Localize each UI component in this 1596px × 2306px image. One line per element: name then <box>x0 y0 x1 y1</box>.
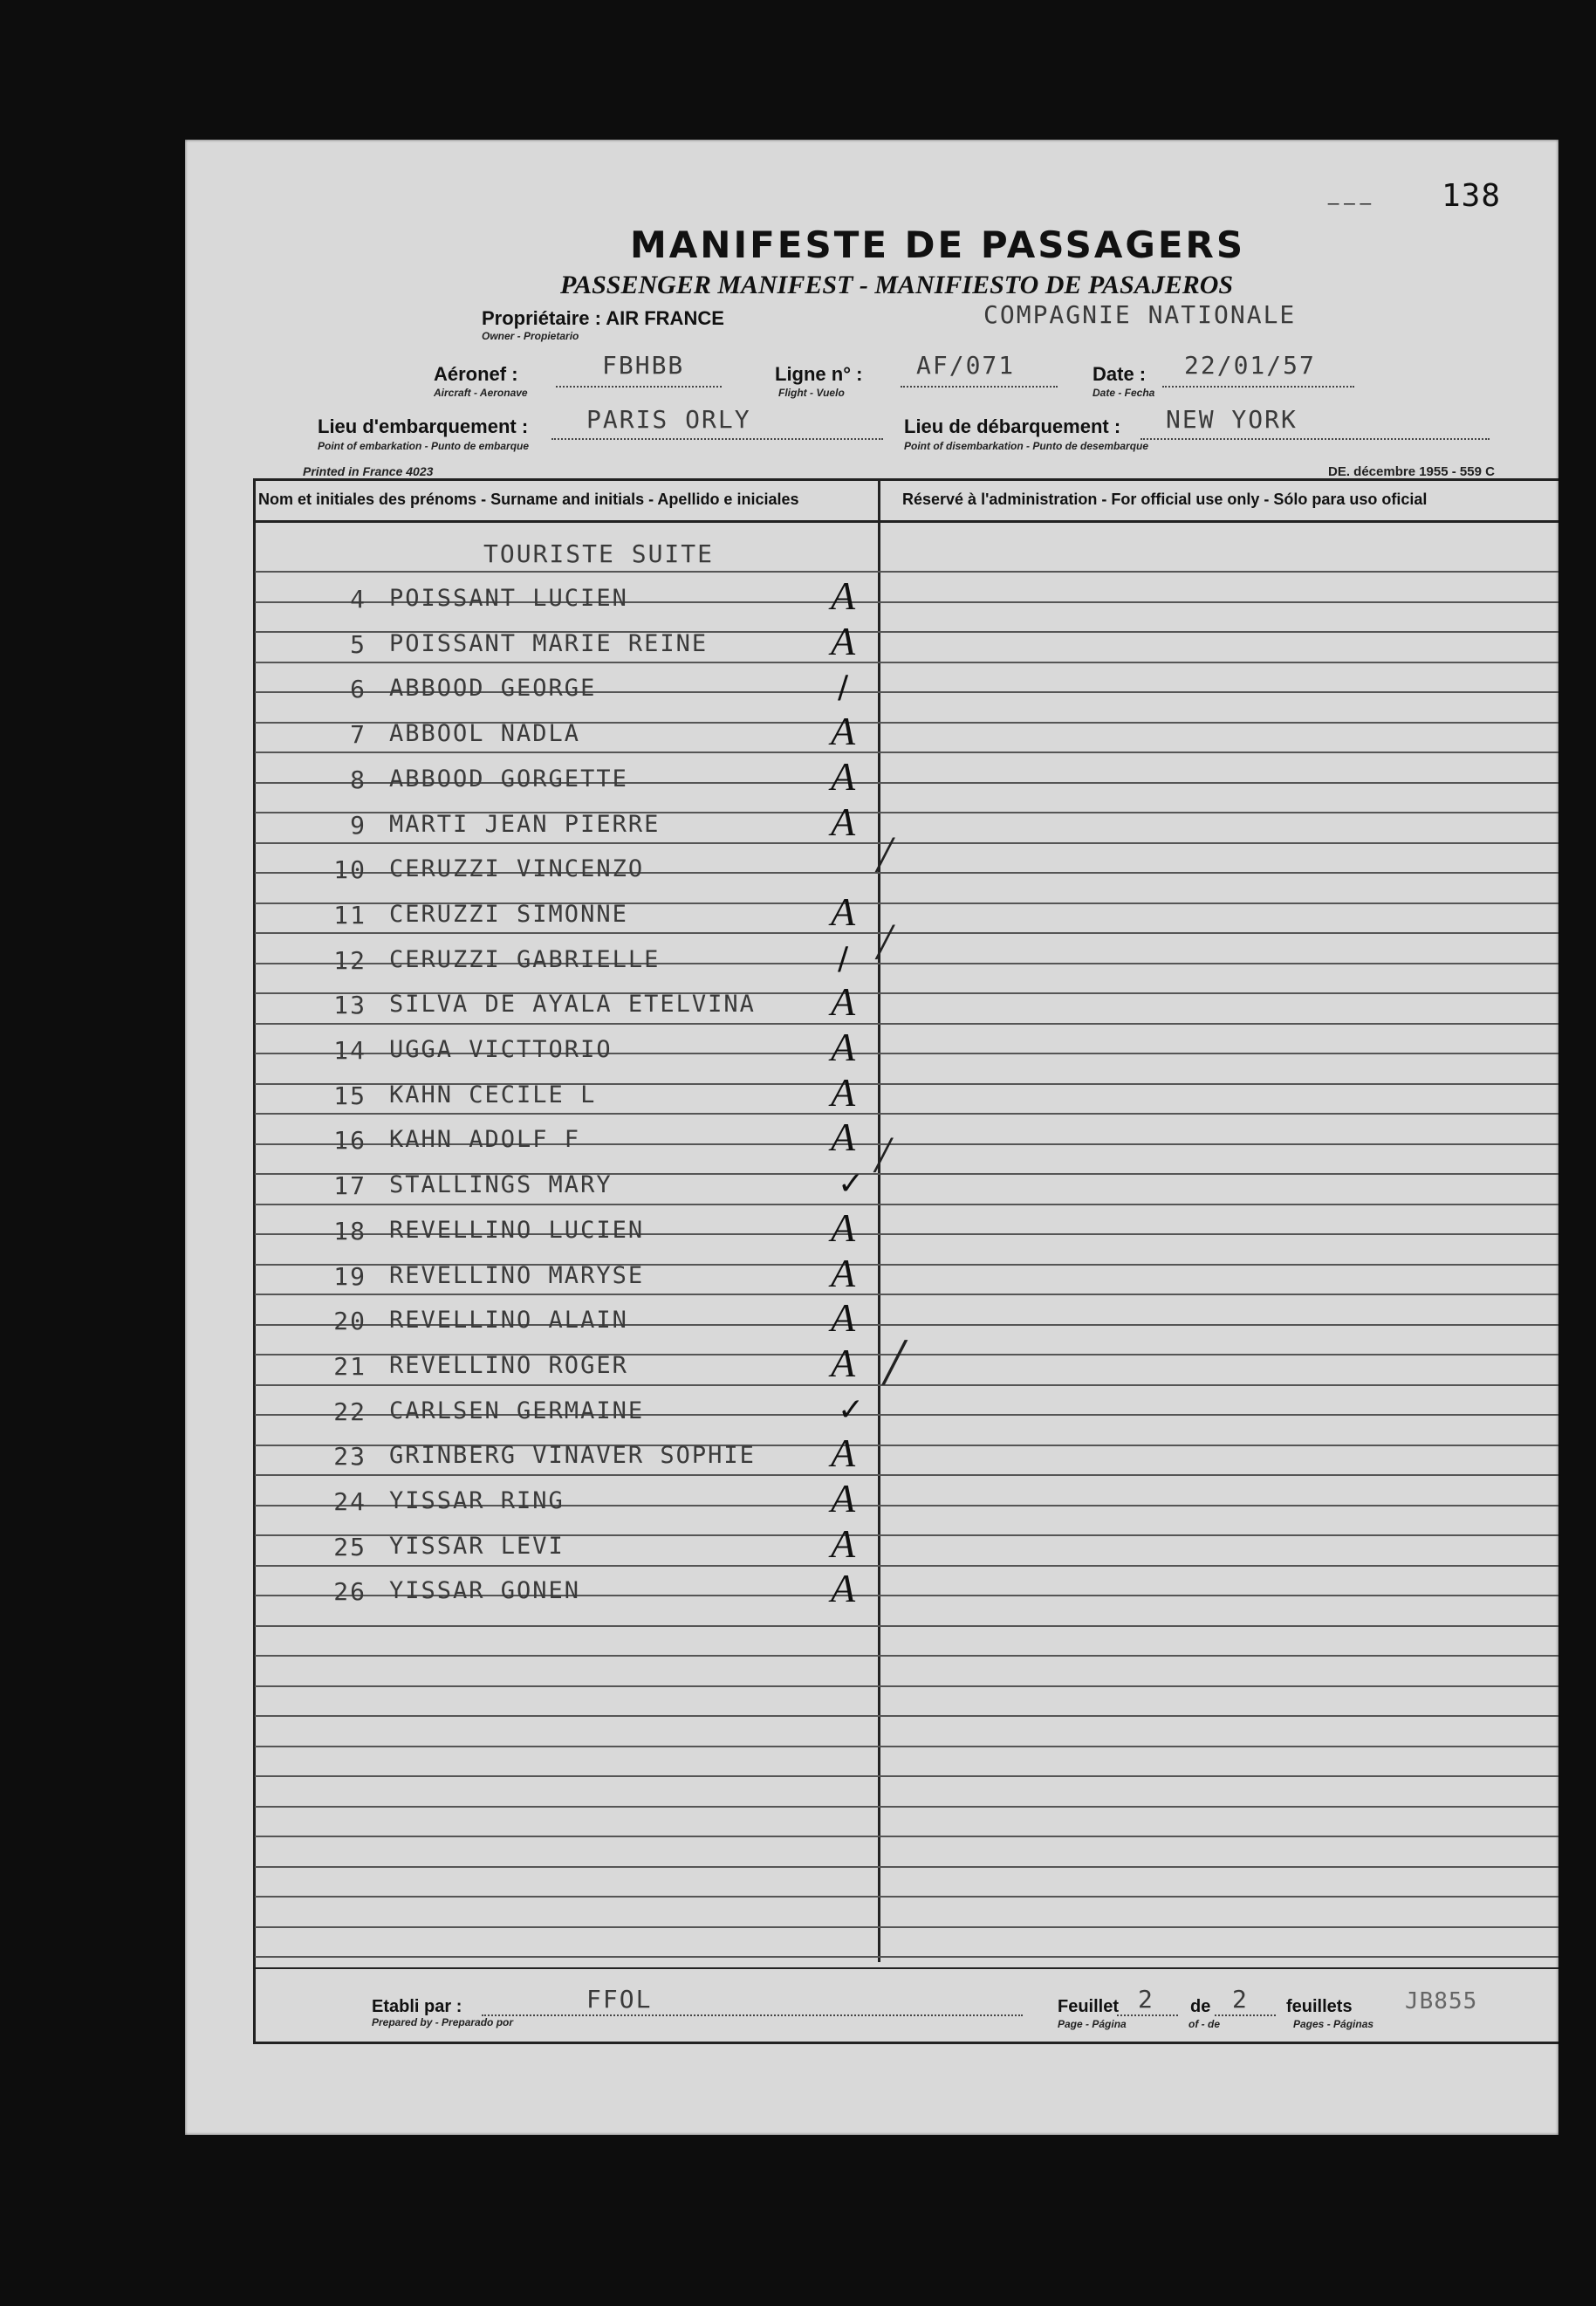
ruled-line <box>255 1926 1558 1928</box>
of-label: de <box>1190 1997 1211 2016</box>
passenger-number: 6 <box>350 675 366 704</box>
prepared-line <box>482 2014 1023 2016</box>
handwritten-a-mark: A <box>831 618 856 663</box>
ruled-line <box>255 932 1558 934</box>
passenger-number: 9 <box>350 810 366 840</box>
flight-line <box>901 386 1058 388</box>
ruled-line <box>255 520 1558 523</box>
passenger-number: 12 <box>333 945 366 975</box>
sheets-sub-1: Page - Página <box>1058 2018 1127 2030</box>
handwritten-a-mark: A <box>831 573 856 618</box>
section-title: TOURISTE SUITE <box>483 539 715 568</box>
ruled-line <box>255 1655 1558 1657</box>
date-value: 22/01/57 <box>1184 351 1316 380</box>
embark-value: PARIS ORLY <box>586 405 751 434</box>
handwritten-a-mark: A <box>831 1025 856 1069</box>
aircraft-value: FBHBB <box>602 351 685 380</box>
ruled-line <box>255 1956 1558 1958</box>
ruled-line <box>255 1204 1558 1205</box>
passenger-number: 8 <box>350 765 366 794</box>
handwritten-a-mark: A <box>831 709 856 754</box>
passenger-number: 13 <box>333 991 366 1020</box>
page-number-dashes: _ _ _ <box>1328 183 1371 205</box>
passenger-name: REVELLINO ALAIN <box>389 1307 628 1335</box>
passenger-name: ABBOOD GEORGE <box>389 675 597 703</box>
handwritten-check-mark: ✓ <box>838 1391 865 1428</box>
passenger-name: SILVA DE AYALA ETELVINA <box>389 991 756 1019</box>
sheets-sub-3: Pages - Páginas <box>1293 2018 1374 2030</box>
handwritten-a-mark: A <box>831 1566 856 1611</box>
handwritten-a-mark: A <box>831 1204 856 1250</box>
flight-sub: Flight - Vuelo <box>778 387 845 399</box>
ruled-line <box>255 1625 1558 1627</box>
ruled-line <box>255 1294 1558 1295</box>
passenger-name: GRINBERG VINAVER SOPHIE <box>389 1442 756 1470</box>
passenger-name: REVELLINO ROGER <box>389 1351 628 1379</box>
margin-check-16: ╱ <box>874 1138 893 1173</box>
handwritten-check-mark: ✓ <box>838 1166 865 1203</box>
owner-extra: COMPAGNIE NATIONALE <box>983 300 1297 329</box>
passenger-name: KAHN ADOLF F <box>389 1126 581 1154</box>
passenger-number: 22 <box>333 1397 366 1426</box>
passenger-number: 20 <box>333 1307 366 1336</box>
passenger-name: ABBOOD GORGETTE <box>389 765 628 793</box>
prepared-value: FFOL <box>586 1985 653 2014</box>
passenger-number: 23 <box>333 1442 366 1472</box>
handwritten-check-mark: / <box>838 669 849 706</box>
document-title: MANIFESTE DE PASSAGERS <box>630 223 1246 266</box>
embark-sub: Point of embarkation - Punto de embarque <box>318 440 530 452</box>
passenger-name: REVELLINO LUCIEN <box>389 1216 645 1244</box>
document-subtitle: PASSENGER MANIFEST - MANIFIESTO DE PASAJEROS <box>560 271 1234 299</box>
embark-label: Lieu d'embarquement : <box>318 415 529 437</box>
flight-label: Ligne n° : <box>775 363 863 385</box>
margin-check-11: ╱ <box>876 925 894 960</box>
passenger-name: CERUZZI SIMONNE <box>389 900 628 928</box>
passenger-number: 17 <box>333 1171 366 1201</box>
passenger-name: YISSAR LEVI <box>389 1532 565 1560</box>
passenger-name: CERUZZI GABRIELLE <box>389 945 661 973</box>
ruled-line <box>255 1715 1558 1717</box>
passenger-name: MARTI JEAN PIERRE <box>389 810 661 838</box>
sheet-line <box>1117 2014 1178 2016</box>
embark-line <box>551 438 883 440</box>
ruled-line <box>255 1023 1558 1025</box>
footer-rule <box>255 1967 1558 1969</box>
sheet-label: Feuillet <box>1058 1997 1120 2016</box>
handwritten-a-mark: A <box>831 1520 856 1566</box>
ruled-line <box>255 662 1558 663</box>
passenger-name: REVELLINO MARYSE <box>389 1261 645 1289</box>
owner-label: Propriétaire : AIR FRANCE <box>482 307 724 329</box>
passenger-name: POISSANT MARIE REINE <box>389 629 709 657</box>
handwritten-check-mark: / <box>838 940 849 977</box>
date-line <box>1162 386 1354 388</box>
passenger-name: CERUZZI VINCENZO <box>389 855 645 883</box>
ruled-line <box>255 842 1558 844</box>
margin-check-9: ╱ <box>876 838 894 873</box>
handwritten-a-mark: A <box>831 799 856 844</box>
disembark-label: Lieu de débarquement : <box>904 415 1121 437</box>
passenger-number: 25 <box>333 1532 366 1561</box>
col-header-name: Nom et initiales des prénoms - Surname and initials - Apellido e iniciales <box>258 491 799 508</box>
passenger-name: ABBOOL NADLA <box>389 720 581 748</box>
column-divider <box>878 478 880 1962</box>
passenger-name: STALLINGS MARY <box>389 1171 613 1199</box>
aircraft-line <box>556 386 722 388</box>
ruled-line <box>255 571 1558 573</box>
handwritten-a-mark: A <box>831 1431 856 1476</box>
passenger-number: 24 <box>333 1487 366 1516</box>
sheet-value: 2 <box>1138 1985 1154 2014</box>
printed-note: Printed in France 4023 <box>303 464 434 478</box>
passenger-number: 26 <box>333 1577 366 1607</box>
owner-sub: Owner - Propietario <box>482 330 579 342</box>
aircraft-sub: Aircraft - Aeronave <box>434 387 528 399</box>
passenger-name: CARLSEN GERMAINE <box>389 1397 645 1424</box>
of-value: 2 <box>1232 1985 1249 2014</box>
disembark-sub: Point of disembarkation - Punto de desembarque <box>904 440 1149 452</box>
margin-check-21: ╱ <box>883 1341 907 1385</box>
sheets-label: feuillets <box>1286 1997 1353 2016</box>
handwritten-a-mark: A <box>831 753 856 799</box>
passenger-name: KAHN CECILE L <box>389 1081 597 1108</box>
manifest-sheet <box>185 140 1558 2135</box>
handwritten-a-mark: A <box>831 889 856 934</box>
ruled-line <box>255 1836 1558 1837</box>
ruled-line <box>255 1113 1558 1115</box>
handwritten-a-mark: A <box>831 1115 856 1160</box>
passenger-number: 18 <box>333 1216 366 1246</box>
passenger-name: YISSAR GONEN <box>389 1577 581 1605</box>
form-code: DE. décembre 1955 - 559 C <box>1328 464 1495 479</box>
flight-value: AF/071 <box>916 351 1016 380</box>
disembark-value: NEW YORK <box>1166 405 1298 434</box>
prepared-sub: Prepared by - Preparado por <box>372 2016 514 2028</box>
ruled-line <box>255 1896 1558 1898</box>
passenger-number: 21 <box>333 1351 366 1381</box>
passenger-number: 11 <box>333 900 366 930</box>
handwritten-a-mark: A <box>831 1476 856 1520</box>
passenger-number: 14 <box>333 1036 366 1065</box>
passenger-name: POISSANT LUCIEN <box>389 585 628 612</box>
page-number: 138 <box>1442 178 1502 214</box>
prepared-label: Etabli par : <box>372 1997 462 2016</box>
ruled-line <box>255 1806 1558 1808</box>
passenger-number: 4 <box>350 585 366 614</box>
date-label: Date : <box>1093 363 1147 385</box>
of-line <box>1215 2014 1276 2016</box>
disembark-line <box>1140 438 1490 440</box>
ruled-line <box>255 1775 1558 1777</box>
ruled-line <box>255 1565 1558 1567</box>
passenger-number: 5 <box>350 629 366 659</box>
aircraft-label: Aéronef : <box>434 363 518 385</box>
sheets-sub-2: of - de <box>1188 2018 1220 2030</box>
passenger-number: 16 <box>333 1126 366 1156</box>
passenger-number: 15 <box>333 1081 366 1110</box>
ruled-line <box>255 1384 1558 1386</box>
ruled-line <box>255 1746 1558 1747</box>
handwritten-a-mark: A <box>831 979 856 1025</box>
ruled-line <box>255 1866 1558 1868</box>
stamp: JB855 <box>1405 1988 1478 2014</box>
handwritten-a-mark: A <box>831 1069 856 1115</box>
passenger-number: 7 <box>350 720 366 750</box>
handwritten-a-mark: A <box>831 1340 856 1385</box>
handwritten-a-mark: A <box>831 1295 856 1341</box>
passenger-name: UGGA VICTTORIO <box>389 1036 613 1063</box>
ruled-line <box>255 1685 1558 1687</box>
ruled-line <box>255 752 1558 753</box>
date-sub: Date - Fecha <box>1093 387 1155 399</box>
col-header-admin: Réservé à l'administration - For official use only - Sólo para uso oficial <box>902 491 1428 508</box>
passenger-number: 10 <box>333 855 366 885</box>
passenger-name: YISSAR RING <box>389 1487 565 1514</box>
passenger-number: 19 <box>333 1261 366 1291</box>
handwritten-a-mark: A <box>831 1250 856 1295</box>
ruled-line <box>255 1474 1558 1476</box>
